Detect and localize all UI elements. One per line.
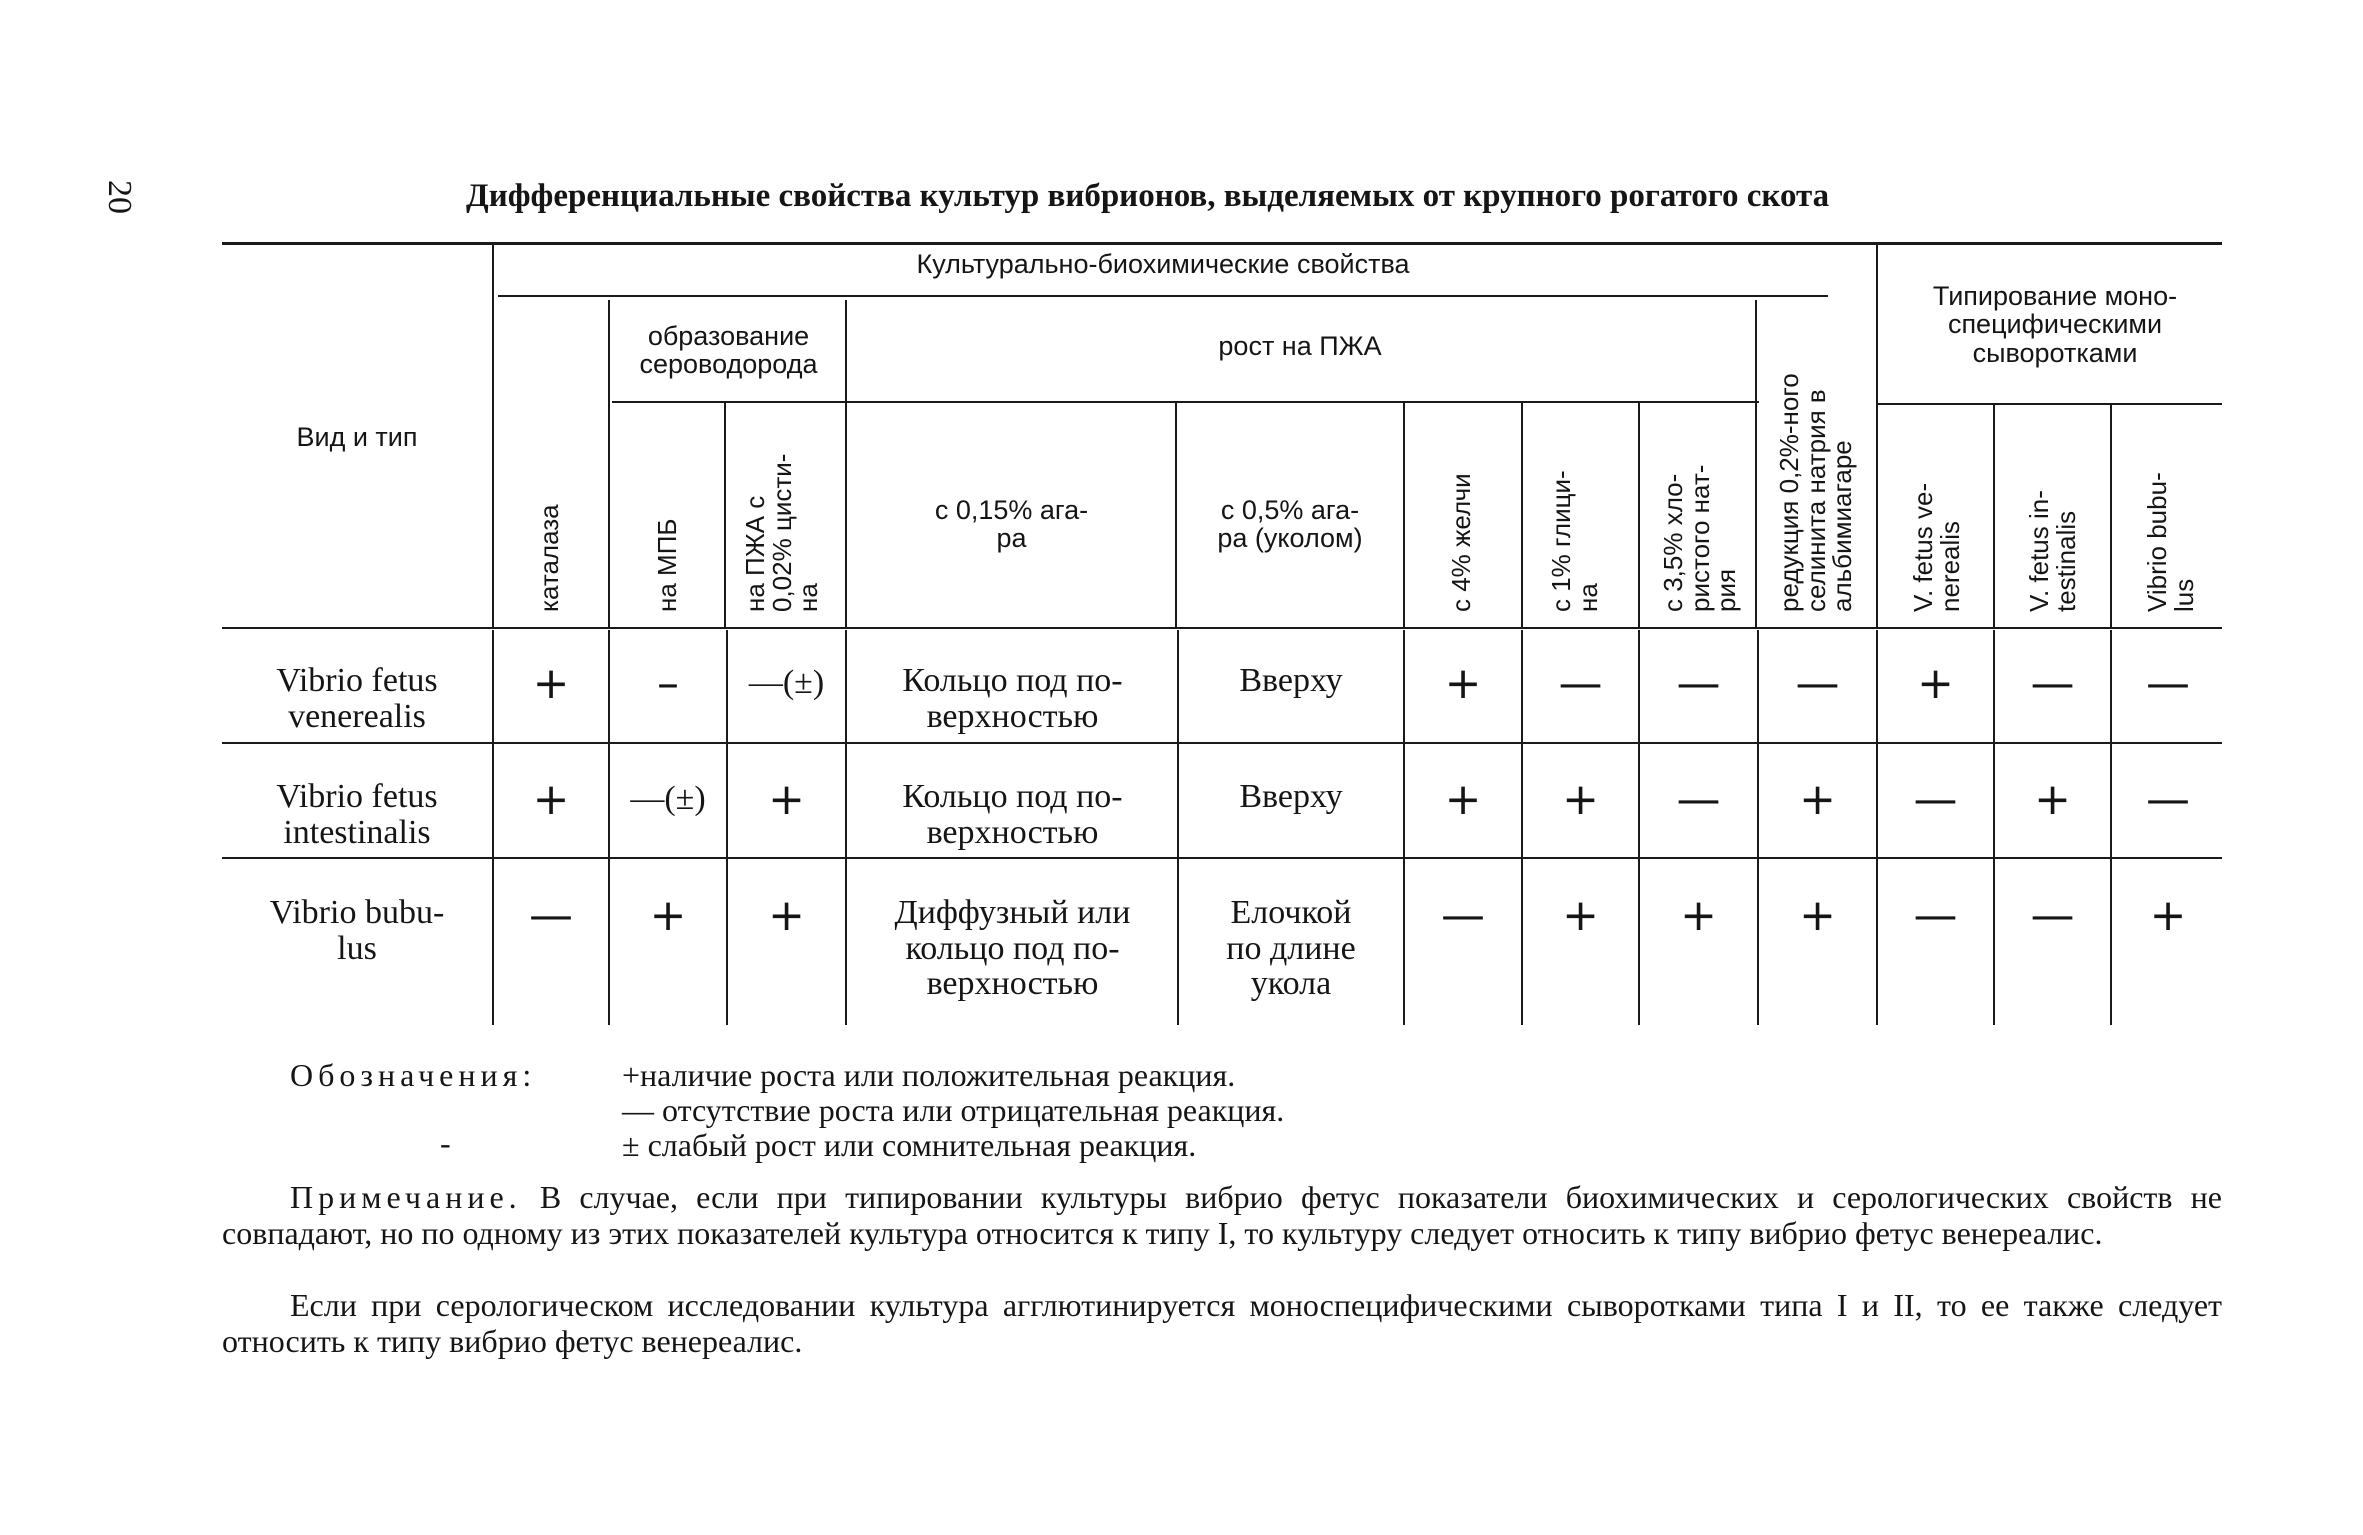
vrule-intestinalis (2110, 405, 2112, 627)
legend-item-minus: — отсутствие роста или отрицательная реакция. (622, 1092, 1285, 1128)
vrule-bile (1521, 403, 1523, 627)
row3-nacl: + (1680, 890, 1717, 941)
row3-glycine: + (1562, 890, 1599, 941)
page-number: 20 (101, 180, 138, 214)
vrule-species (492, 245, 494, 627)
row2-glycine: + (1562, 774, 1599, 825)
row1-selenite: — (1795, 658, 1840, 709)
header-col-bile: с 4% желчи (1446, 473, 1476, 612)
vrule-venerealis (1993, 405, 1995, 627)
row1-bubulus: — (2146, 658, 2190, 709)
row2-agar015: Кольцо под по- верхностью (902, 778, 1123, 851)
note-label: Примечание. (290, 1179, 522, 1215)
row2-species: Vibrio fetus intestinalis (276, 778, 438, 851)
row1-agar05: Вверху (1239, 662, 1343, 699)
legend-item-plus: +наличие роста или положительная реакция. (622, 1057, 1236, 1093)
header-group-rule (498, 295, 1828, 297)
row2-intestinalis: + (2034, 774, 2071, 825)
row2-pzha-cystine: + (768, 774, 805, 825)
vrule-glycine (1638, 403, 1640, 627)
header-bottom-rule (222, 627, 2222, 629)
row3-venerealis: — (1913, 890, 1958, 941)
row3-pzha-cystine: + (768, 890, 805, 941)
row2-agar05: Вверху (1239, 778, 1343, 815)
row2-venerealis: — (1913, 774, 1958, 825)
legend-label: Обозначения: (290, 1057, 537, 1093)
row1-mpb: – (657, 658, 679, 709)
header-col-selenite: редукция 0,2%-ного селинита натрия в альбимиагаре (1774, 373, 1858, 612)
row3-selenite: + (1799, 890, 1836, 941)
row3-agar015: Диффузный или кольцо под по- верхностью (894, 894, 1131, 1003)
row2-nacl: — (1676, 774, 1721, 825)
header-species: Вид и тип (296, 422, 418, 452)
row2-catalase: + (532, 774, 570, 825)
vrule-selenite (1876, 245, 1878, 627)
header-col-intestinalis: V. fetus in- testinalis (2024, 490, 2081, 612)
header-subgroup-rule (612, 401, 1759, 403)
header-col-venerealis: V. fetus ve- nerealis (1908, 482, 1965, 612)
row3-species: Vibrio bubu- lus (269, 894, 445, 967)
row1-bottom-rule (222, 742, 2222, 744)
header-group-h2s: образование сероводорода (639, 321, 818, 380)
row3-agar05: Елочкой по длине укола (1226, 894, 1356, 1003)
vrule-catalase (608, 300, 610, 627)
header-col-nacl: с 3,5% хло- ристого нат- рия (1658, 464, 1742, 612)
legend-stray-mark: - (440, 1125, 451, 1161)
header-group-typing: Типирование моно- специфическими сыворотками (1932, 281, 2178, 368)
header-col-bubulus: Vibrio bubu- lus (2142, 472, 2199, 612)
row1-glycine: — (1558, 658, 1603, 709)
header-col-mpb: на МПБ (652, 518, 682, 612)
row3-catalase: — (529, 890, 573, 941)
row1-nacl: — (1676, 658, 1721, 709)
vrule-mpb (724, 403, 726, 627)
row1-agar015: Кольцо под по- верхностью (902, 662, 1123, 735)
row3-bile: — (1441, 890, 1485, 941)
legend-item-pm: ± слабый рост или сомнительная реакция. (622, 1127, 1197, 1163)
header-group-pzha: рост на ПЖА (1218, 331, 1382, 361)
row1-species: Vibrio fetus venerealis (276, 662, 438, 735)
row3-bubulus: + (2149, 890, 2187, 941)
note-paragraph (222, 1180, 2222, 1252)
row1-pzha-cystine: —(±) (748, 664, 825, 701)
vrule-body-cystine (845, 630, 847, 1025)
row2-bottom-rule (222, 857, 2222, 859)
row1-intestinalis: — (2030, 658, 2075, 709)
row1-venerealis: + (1917, 658, 1954, 709)
row2-mpb: —(±) (630, 780, 706, 817)
row3-intestinalis: — (2030, 890, 2075, 941)
note-text: В случае, если при типировании культуры вибрио фетус показатели биохимических и серологических свойств не совпадают, но по одному из этих показателей культура относится к типу I, то культуру следует относить к типу вибрио фетус венереалис. (222, 1179, 2222, 1251)
vrule-nacl (1755, 300, 1757, 627)
row2-selenite: + (1799, 774, 1836, 825)
header-typing-rule (1878, 403, 2222, 405)
header-col-agar05: с 0,5% ага- ра (уколом) (1217, 495, 1363, 554)
header-col-glycine: с 1% глици- на (1546, 470, 1603, 612)
row2-bile: + (1444, 774, 1482, 825)
note-second-paragraph: Если при серологическом исследовании культура агглютинируется моноспецифическими сыворотками типа I и II, то ее также следует относить к типу вибрио фетус венереалис. (222, 1287, 2223, 1359)
vrule-agar05 (1403, 403, 1405, 627)
header-col-pzha-cystine: на ПЖА с 0,02% цисти- на (740, 453, 824, 612)
header-col-agar015: с 0,15% ага- ра (934, 495, 1089, 554)
header-col-catalase: каталаза (534, 504, 564, 612)
row2-bubulus: — (2146, 774, 2190, 825)
header-group-main: Культурально-биохимические свойства (916, 249, 1410, 279)
row1-catalase: + (532, 658, 570, 709)
page-title: Дифференциальные свойства культур вибрионов, выделяемых от крупного рогатого скота (466, 178, 1830, 214)
table-top-rule (222, 242, 2222, 245)
row1-bile: + (1444, 658, 1482, 709)
row3-mpb: + (649, 890, 687, 941)
